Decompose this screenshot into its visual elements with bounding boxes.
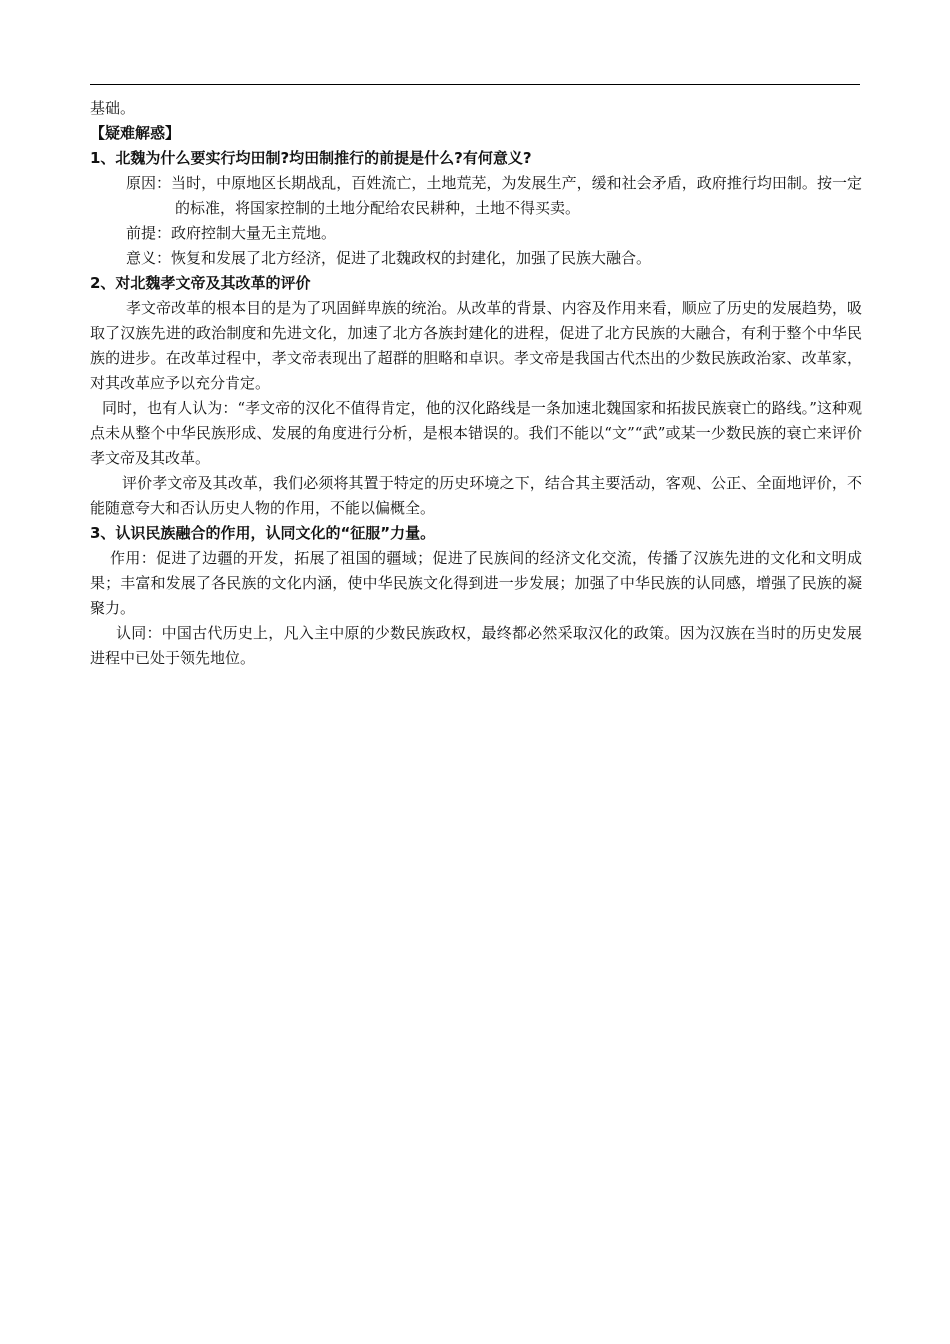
question-1-meaning: 意义：恢复和发展了北方经济，促进了北魏政权的封建化，加强了民族大融合。 (126, 249, 652, 267)
question-3-recognition: 认同：中国古代历史上，凡入主中原的少数民族政权，最终都必然采取汉化的政策。因为汉族在当时的历史发展进程中已处于领先地位。 (90, 624, 862, 667)
question-1-reason: 原因：当时，中原地区长期战乱，百姓流亡，土地荒芜，为发展生产，缓和社会矛盾，政府推行均田制。按一定的标准，将国家控制的土地分配给农民耕种，土地不得买卖。 (126, 174, 862, 217)
header-rule (90, 84, 860, 85)
question-1-premise: 前提：政府控制大量无主荒地。 (126, 224, 337, 242)
question-3-title: 3、认识民族融合的作用，认同文化的“征服”力量。 (90, 524, 436, 542)
question-1-title: 1、北魏为什么要实行均田制?均田制推行的前提是什么?有何意义? (90, 149, 532, 167)
question-2-paragraph-2: 同时，也有人认为：“孝文帝的汉化不值得肯定，他的汉化路线是一条加速北魏国家和拓拔民族衰亡的路线。”这种观点未从整个中华民族形成、发展的角度进行分析，是根本错误的。我们不能以“文”“武”或某一少数民族的衰亡来评价孝文帝及其改革。 (90, 399, 862, 467)
section-title: 【疑难解惑】 (90, 124, 181, 142)
question-2-paragraph-3: 评价孝文帝及其改革，我们必须将其置于特定的历史环境之下，结合其主要活动，客观、公正、全面地评价，不能随意夸大和否认历史人物的作用，不能以偏概全。 (90, 474, 862, 517)
question-2-paragraph-1: 孝文帝改革的根本目的是为了巩固鲜卑族的统治。从改革的背景、内容及作用来看，顺应了历史的发展趋势，吸取了汉族先进的政治制度和先进文化，加速了北方各族封建化的进程，促进了北方民族的大融合，有利于整个中华民族的进步。在改革过程中，孝文帝表现出了超群的胆略和卓识。孝文帝是我国古代杰出的少数民族政治家、改革家，对其改革应予以充分肯定。 (90, 299, 862, 392)
question-2-title: 2、对北魏孝文帝及其改革的评价 (90, 274, 311, 292)
document-body (90, 96, 862, 671)
lead-text: 基础。 (90, 99, 136, 117)
question-3-effect: 作用：促进了边疆的开发，拓展了祖国的疆域；促进了民族间的经济文化交流，传播了汉族先进的文化和文明成果；丰富和发展了各民族的文化内涵，使中华民族文化得到进一步发展；加强了中华民族的认同感，增强了民族的凝聚力。 (90, 549, 862, 617)
